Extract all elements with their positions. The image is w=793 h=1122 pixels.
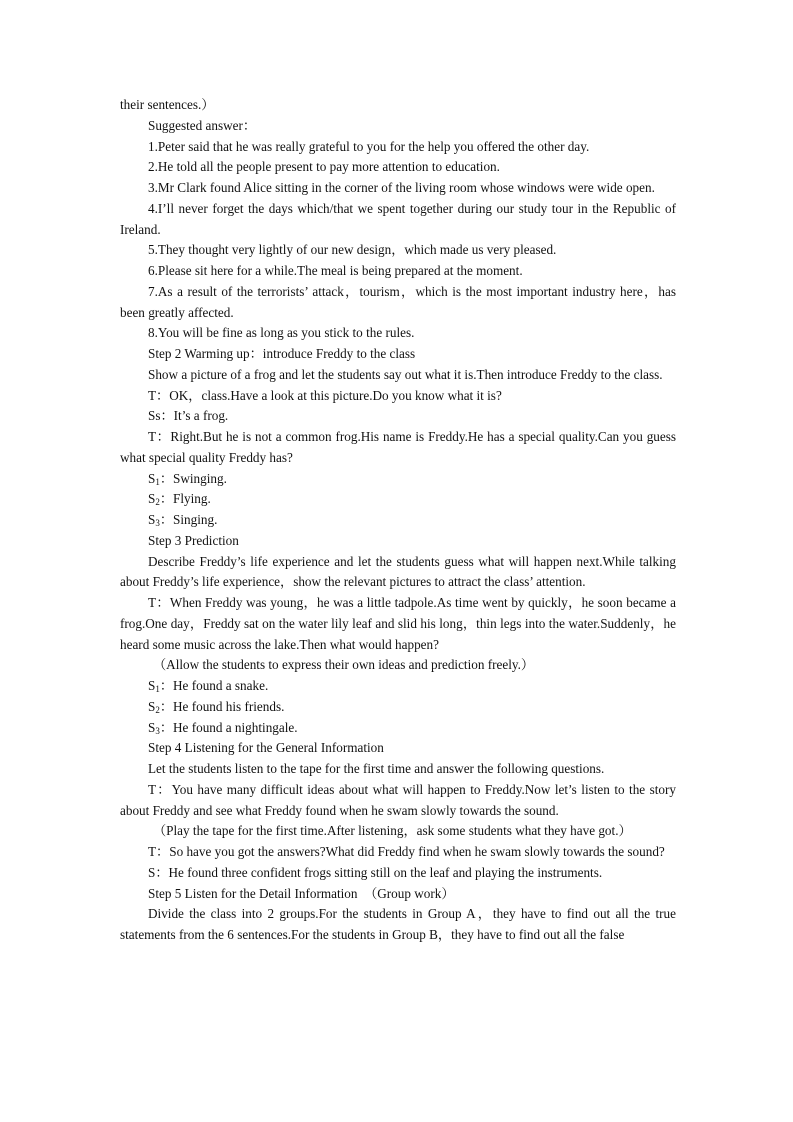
speaker-number: 3 (155, 518, 160, 528)
step-4-instruction: Let the students listen to the tape for the first time and answer the following questions. (148, 761, 605, 776)
answer-6: 6.Please sit here for a while.The meal is being prepared at the moment. (148, 263, 523, 278)
dialogue-student-3 (120, 510, 676, 531)
answer-4: 4.I’ll never forget the days which/that we spent together during our study tour in the Republic of Ireland. (120, 200, 676, 237)
speaker-label: S (148, 678, 156, 693)
suggested-answer-heading: Suggested answer： (148, 117, 257, 133)
dialogue-teacher-2: T：Right.But he is not a common frog.His name is Freddy.He has a special quality.Can you guess what special quality Freddy has? (120, 429, 676, 465)
answer-2: 2.He told all the people present to pay more attention to education. (148, 159, 500, 175)
step-3-instruction: Describe Freddy’s life experience and let the students guess what will happen next.While talking about Freddy’s life experience，show the relevant pictures to attract the class’ attention. (120, 553, 676, 590)
speaker-label: S (148, 698, 156, 714)
answer-5: 5.They thought very lightly of our new design，which made us very pleased. (148, 242, 557, 258)
speaker-label: S (148, 512, 156, 527)
speaker-number: 3 (155, 725, 160, 736)
speaker-number: 1 (155, 684, 160, 694)
speaker-label: S (148, 491, 156, 507)
dialogue-students-1: Ss：It’s a frog. (148, 408, 229, 424)
document-page (120, 95, 676, 946)
dialogue-text: ：Flying. (159, 491, 211, 507)
prediction-student-1 (120, 676, 676, 697)
dialogue-teacher-5: T：So have you got the answers?What did Freddy find when he swam slowly towards the sound? (148, 844, 665, 859)
dialogue-teacher-4: T：You have many difficult ideas about what will happen to Freddy.Now let’s listen to the story about Freddy and see what Freddy found when he swam slowly towards the sound. (120, 781, 676, 818)
speaker-label: S (148, 719, 156, 735)
dialogue-text: ：He found his friends. (159, 698, 285, 714)
step-5-heading: Step 5 Listen for the Detail Information （Group work） (148, 885, 455, 901)
answer-8: 8.You will be fine as long as you stick to the rules. (148, 325, 415, 341)
dialogue-teacher-1: T：OK，class.Have a look at this picture.Do you know what it is? (148, 387, 502, 403)
speaker-number: 2 (155, 497, 160, 508)
prediction-student-2 (120, 697, 676, 718)
step-4-heading: Step 4 Listening for the General Information (148, 740, 384, 756)
dialogue-student-1 (120, 469, 676, 490)
dialogue-text: ：Singing. (159, 512, 218, 527)
speaker-number: 1 (155, 476, 160, 487)
step-2-instruction: Show a picture of a frog and let the students say out what it is.Then introduce Freddy to the class. (148, 366, 663, 382)
speaker-number: 2 (155, 704, 160, 715)
step-3-note: （Allow the students to express their own ideas and prediction freely.） (153, 657, 535, 673)
step-2-heading: Step 2 Warming up：introduce Freddy to the class (148, 346, 416, 361)
step-3-heading: Step 3 Prediction (148, 532, 239, 548)
dialogue-text: ：He found a snake. (159, 678, 269, 693)
dialogue-text: ：He found a nightingale. (159, 719, 298, 735)
prediction-student-3 (120, 718, 676, 739)
speaker-label: S (148, 470, 156, 486)
dialogue-text: ：Swinging. (159, 470, 227, 486)
paragraph-intro-tail: their sentences.） (120, 97, 215, 112)
answer-3: 3.Mr Clark found Alice sitting in the corner of the living room whose windows were wide open. (148, 180, 655, 195)
step-5-instruction: Divide the class into 2 groups.For the students in Group A，they have to find out all the true statements from the 6 sentences.For the students in Group B，they have to find out all the false (120, 906, 676, 942)
dialogue-student-2 (120, 489, 676, 510)
dialogue-teacher-3: T：When Freddy was young，he was a little tadpole.As time went by quickly，he soon became a frog.One day，Freddy sat on the water lily leaf and slid his long，thin legs into the water.Suddenly，he heard some music across the lake.Then what would happen? (120, 595, 676, 652)
dialogue-student-answer: S：He found three confident frogs sitting still on the leaf and playing the instruments. (148, 864, 603, 880)
step-4-note: （Play the tape for the first time.After listening，ask some students what they have got.） (153, 823, 632, 839)
answer-1: 1.Peter said that he was really grateful to you for the help you offered the other day. (148, 138, 590, 154)
answer-7: 7.As a result of the terrorists’ attack，tourism，which is the most important industry here，has been greatly affected. (120, 283, 676, 320)
